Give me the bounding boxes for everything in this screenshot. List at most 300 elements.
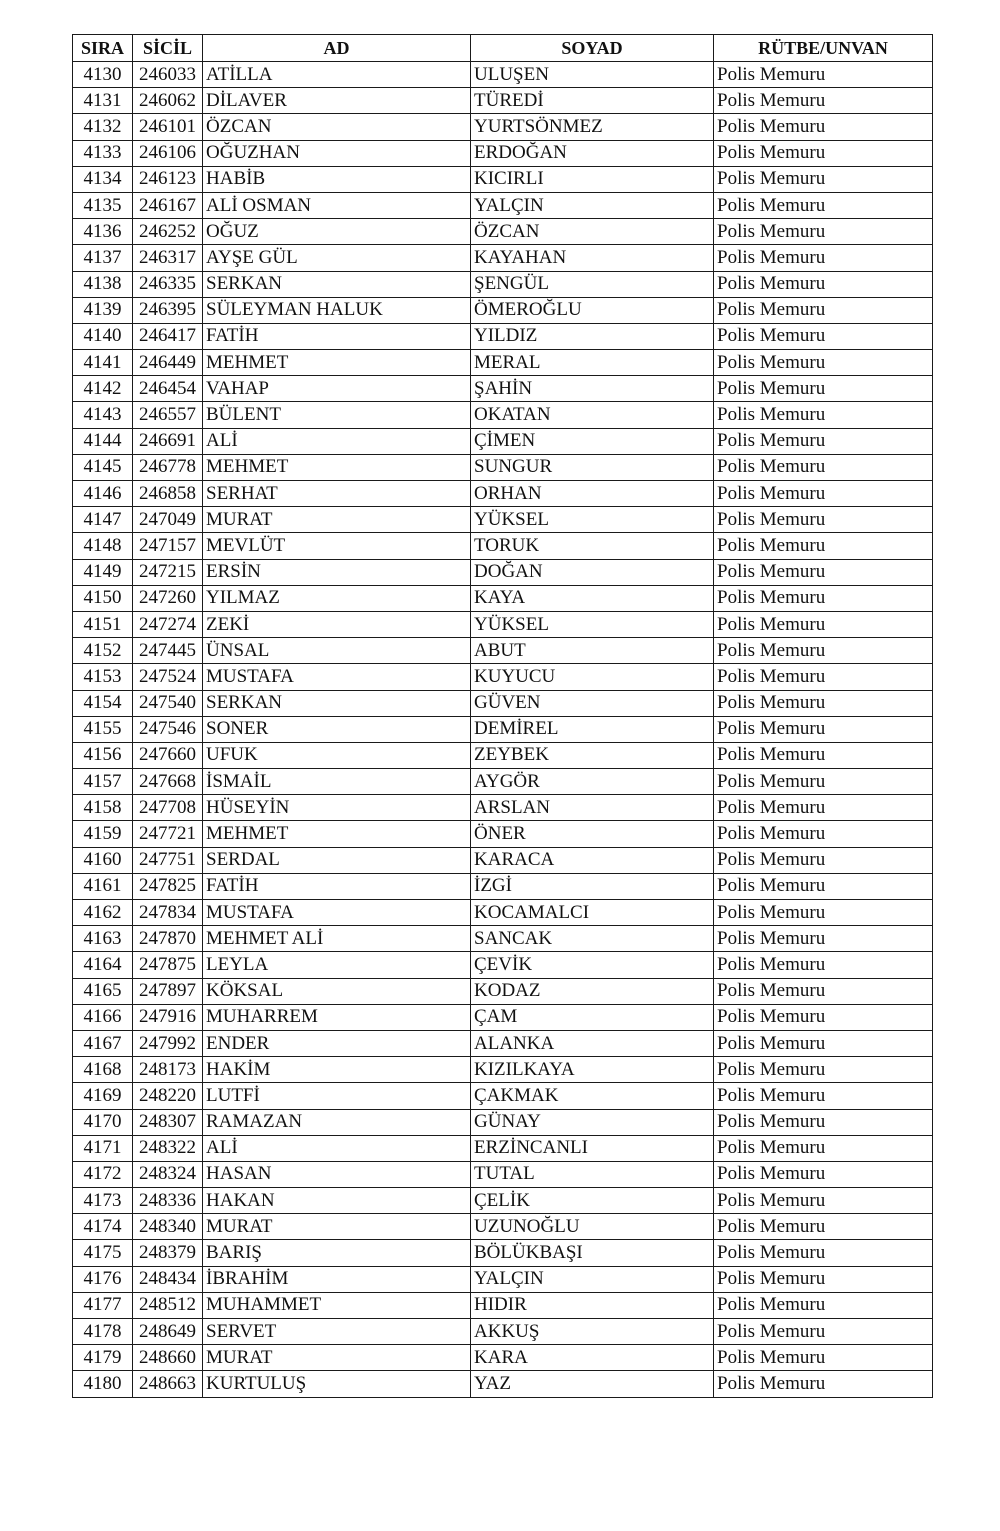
table-row [73,638,933,664]
cell-rutbe: Polis Memuru [714,1240,933,1266]
cell-rutbe: Polis Memuru [714,926,933,952]
cell-sicil: 247660 [133,742,203,768]
cell-sicil: 246691 [133,428,203,454]
table-row [73,271,933,297]
cell-soyad: ABUT [471,638,714,664]
cell-sicil: 248324 [133,1161,203,1187]
cell-sicil: 246167 [133,192,203,218]
cell-rutbe: Polis Memuru [714,742,933,768]
cell-sicil: 246395 [133,297,203,323]
cell-rutbe: Polis Memuru [714,402,933,428]
cell-rutbe: Polis Memuru [714,690,933,716]
cell-soyad: ÇAM [471,1004,714,1030]
header-soyad: SOYAD [471,35,714,62]
cell-soyad: ÖMEROĞLU [471,297,714,323]
cell-ad: YILMAZ [203,585,471,611]
cell-ad: HABİB [203,166,471,192]
table-row [73,140,933,166]
table-row [73,62,933,88]
cell-soyad: AYGÖR [471,769,714,795]
cell-ad: UFUK [203,742,471,768]
cell-ad: VAHAP [203,376,471,402]
cell-rutbe: Polis Memuru [714,140,933,166]
cell-sira: 4162 [73,900,133,926]
cell-ad: SÜLEYMAN HALUK [203,297,471,323]
cell-ad: MEHMET [203,350,471,376]
cell-soyad: HIDIR [471,1292,714,1318]
table-row [73,166,933,192]
cell-soyad: YALÇIN [471,192,714,218]
cell-sira: 4177 [73,1292,133,1318]
cell-sicil: 246449 [133,350,203,376]
cell-sicil: 248649 [133,1319,203,1345]
cell-rutbe: Polis Memuru [714,1161,933,1187]
cell-ad: İBRAHİM [203,1266,471,1292]
cell-ad: BÜLENT [203,402,471,428]
cell-sira: 4142 [73,376,133,402]
table-row [73,847,933,873]
cell-sira: 4156 [73,742,133,768]
cell-rutbe: Polis Memuru [714,1371,933,1397]
cell-rutbe: Polis Memuru [714,795,933,821]
cell-ad: ÖZCAN [203,114,471,140]
cell-ad: ALİ [203,1135,471,1161]
table-row [73,1057,933,1083]
cell-sicil: 247916 [133,1004,203,1030]
table-header [73,35,933,62]
cell-ad: ÜNSAL [203,638,471,664]
cell-sicil: 248220 [133,1083,203,1109]
cell-sicil: 246033 [133,62,203,88]
table-row [73,585,933,611]
cell-rutbe: Polis Memuru [714,716,933,742]
cell-soyad: DOĞAN [471,559,714,585]
cell-rutbe: Polis Memuru [714,585,933,611]
cell-rutbe: Polis Memuru [714,1030,933,1056]
table-row [73,559,933,585]
cell-soyad: KUYUCU [471,664,714,690]
table-row [73,873,933,899]
cell-sicil: 247825 [133,873,203,899]
cell-rutbe: Polis Memuru [714,664,933,690]
cell-ad: MEVLÜT [203,533,471,559]
cell-sira: 4130 [73,62,133,88]
cell-soyad: ŞENGÜL [471,271,714,297]
cell-sicil: 248173 [133,1057,203,1083]
cell-sicil: 246417 [133,323,203,349]
cell-sira: 4172 [73,1161,133,1187]
cell-sicil: 247540 [133,690,203,716]
cell-sira: 4179 [73,1345,133,1371]
cell-ad: ATİLLA [203,62,471,88]
cell-sicil: 247215 [133,559,203,585]
cell-sicil: 246123 [133,166,203,192]
table-row [73,795,933,821]
cell-rutbe: Polis Memuru [714,62,933,88]
cell-ad: SERKAN [203,271,471,297]
cell-soyad: SUNGUR [471,454,714,480]
cell-sira: 4160 [73,847,133,873]
cell-soyad: GÜNAY [471,1109,714,1135]
header-row [73,35,933,62]
cell-sicil: 247260 [133,585,203,611]
cell-soyad: KAYA [471,585,714,611]
cell-sira: 4161 [73,873,133,899]
cell-sicil: 247546 [133,716,203,742]
cell-sira: 4140 [73,323,133,349]
cell-rutbe: Polis Memuru [714,507,933,533]
cell-soyad: KICIRLI [471,166,714,192]
cell-sira: 4134 [73,166,133,192]
cell-sira: 4141 [73,350,133,376]
cell-rutbe: Polis Memuru [714,192,933,218]
table-row [73,1240,933,1266]
cell-ad: MUSTAFA [203,664,471,690]
cell-ad: FATİH [203,323,471,349]
cell-sicil: 247524 [133,664,203,690]
cell-ad: HAKAN [203,1188,471,1214]
cell-rutbe: Polis Memuru [714,297,933,323]
cell-ad: BARIŞ [203,1240,471,1266]
cell-ad: İSMAİL [203,769,471,795]
cell-soyad: KARA [471,1345,714,1371]
cell-soyad: YURTSÖNMEZ [471,114,714,140]
table-row [73,323,933,349]
cell-rutbe: Polis Memuru [714,900,933,926]
cell-sira: 4150 [73,585,133,611]
table-row [73,454,933,480]
cell-sicil: 246317 [133,245,203,271]
cell-rutbe: Polis Memuru [714,454,933,480]
cell-sicil: 248340 [133,1214,203,1240]
cell-sira: 4164 [73,952,133,978]
cell-ad: DİLAVER [203,88,471,114]
cell-sira: 4176 [73,1266,133,1292]
cell-sicil: 247708 [133,795,203,821]
cell-soyad: ÇİMEN [471,428,714,454]
cell-sicil: 246557 [133,402,203,428]
cell-soyad: KAYAHAN [471,245,714,271]
cell-sicil: 246335 [133,271,203,297]
table-row [73,690,933,716]
cell-soyad: BÖLÜKBAŞI [471,1240,714,1266]
table-row [73,219,933,245]
cell-soyad: TORUK [471,533,714,559]
table-row [73,114,933,140]
cell-sicil: 247274 [133,611,203,637]
table-row [73,900,933,926]
cell-sicil: 247445 [133,638,203,664]
cell-rutbe: Polis Memuru [714,821,933,847]
cell-soyad: UZUNOĞLU [471,1214,714,1240]
cell-ad: MURAT [203,1214,471,1240]
cell-rutbe: Polis Memuru [714,428,933,454]
cell-rutbe: Polis Memuru [714,245,933,271]
cell-soyad: SANCAK [471,926,714,952]
table-row [73,402,933,428]
cell-sira: 4170 [73,1109,133,1135]
cell-sira: 4132 [73,114,133,140]
cell-ad: LUTFİ [203,1083,471,1109]
cell-sira: 4155 [73,716,133,742]
cell-ad: SERVET [203,1319,471,1345]
table-row [73,742,933,768]
cell-sicil: 247875 [133,952,203,978]
cell-sicil: 246778 [133,454,203,480]
cell-sira: 4146 [73,481,133,507]
cell-sira: 4173 [73,1188,133,1214]
cell-ad: SERHAT [203,481,471,507]
cell-soyad: TÜREDİ [471,88,714,114]
cell-sira: 4167 [73,1030,133,1056]
cell-sira: 4169 [73,1083,133,1109]
cell-sicil: 247049 [133,507,203,533]
cell-rutbe: Polis Memuru [714,219,933,245]
cell-sicil: 246454 [133,376,203,402]
cell-sira: 4175 [73,1240,133,1266]
cell-ad: RAMAZAN [203,1109,471,1135]
cell-soyad: ULUŞEN [471,62,714,88]
cell-ad: HASAN [203,1161,471,1187]
cell-rutbe: Polis Memuru [714,114,933,140]
table-row [73,1109,933,1135]
cell-rutbe: Polis Memuru [714,323,933,349]
cell-sicil: 247721 [133,821,203,847]
cell-ad: SERKAN [203,690,471,716]
cell-sira: 4153 [73,664,133,690]
cell-sira: 4147 [73,507,133,533]
cell-soyad: TUTAL [471,1161,714,1187]
cell-ad: KÖKSAL [203,978,471,1004]
cell-rutbe: Polis Memuru [714,166,933,192]
table-row [73,664,933,690]
cell-sira: 4178 [73,1319,133,1345]
table-row [73,716,933,742]
table-row [73,978,933,1004]
cell-soyad: YAZ [471,1371,714,1397]
cell-sira: 4131 [73,88,133,114]
cell-sicil: 247992 [133,1030,203,1056]
cell-sicil: 248322 [133,1135,203,1161]
cell-sicil: 248307 [133,1109,203,1135]
cell-ad: LEYLA [203,952,471,978]
header-sira: SIRA [73,35,133,62]
table-row [73,507,933,533]
cell-rutbe: Polis Memuru [714,1004,933,1030]
table-body [73,62,933,1398]
table-row [73,88,933,114]
cell-ad: OĞUZ [203,219,471,245]
table-row [73,428,933,454]
cell-ad: MUSTAFA [203,900,471,926]
cell-soyad: KARACA [471,847,714,873]
table-row [73,376,933,402]
cell-ad: ERSİN [203,559,471,585]
cell-rutbe: Polis Memuru [714,611,933,637]
cell-ad: ALİ OSMAN [203,192,471,218]
cell-sira: 4174 [73,1214,133,1240]
cell-sira: 4163 [73,926,133,952]
cell-sicil: 248379 [133,1240,203,1266]
cell-ad: MEHMET [203,454,471,480]
cell-sicil: 247897 [133,978,203,1004]
cell-rutbe: Polis Memuru [714,769,933,795]
cell-ad: HAKİM [203,1057,471,1083]
cell-soyad: DEMİREL [471,716,714,742]
cell-sira: 4138 [73,271,133,297]
cell-sira: 4154 [73,690,133,716]
cell-soyad: KOCAMALCI [471,900,714,926]
cell-sira: 4135 [73,192,133,218]
cell-ad: ENDER [203,1030,471,1056]
cell-soyad: YALÇIN [471,1266,714,1292]
cell-sira: 4133 [73,140,133,166]
table-row [73,481,933,507]
cell-sira: 4165 [73,978,133,1004]
cell-soyad: ÇELİK [471,1188,714,1214]
cell-rutbe: Polis Memuru [714,1292,933,1318]
cell-rutbe: Polis Memuru [714,1319,933,1345]
cell-ad: MUHAMMET [203,1292,471,1318]
cell-rutbe: Polis Memuru [714,1083,933,1109]
cell-ad: FATİH [203,873,471,899]
cell-sira: 4158 [73,795,133,821]
cell-sicil: 248336 [133,1188,203,1214]
cell-rutbe: Polis Memuru [714,533,933,559]
cell-soyad: KIZILKAYA [471,1057,714,1083]
cell-soyad: ARSLAN [471,795,714,821]
cell-sicil: 247668 [133,769,203,795]
table-row [73,952,933,978]
cell-sira: 4143 [73,402,133,428]
cell-rutbe: Polis Memuru [714,873,933,899]
table-row [73,1135,933,1161]
cell-sira: 4151 [73,611,133,637]
cell-soyad: KODAZ [471,978,714,1004]
table-row [73,1161,933,1187]
cell-soyad: ERZİNCANLI [471,1135,714,1161]
cell-soyad: ORHAN [471,481,714,507]
cell-rutbe: Polis Memuru [714,88,933,114]
cell-rutbe: Polis Memuru [714,1345,933,1371]
table-row [73,1266,933,1292]
cell-sicil: 246252 [133,219,203,245]
cell-soyad: OKATAN [471,402,714,428]
cell-ad: SERDAL [203,847,471,873]
personnel-table [72,34,933,1398]
cell-soyad: ÇAKMAK [471,1083,714,1109]
cell-sicil: 246858 [133,481,203,507]
cell-sira: 4139 [73,297,133,323]
cell-soyad: YÜKSEL [471,611,714,637]
cell-rutbe: Polis Memuru [714,952,933,978]
cell-sira: 4157 [73,769,133,795]
cell-sira: 4180 [73,1371,133,1397]
cell-rutbe: Polis Memuru [714,559,933,585]
cell-ad: OĞUZHAN [203,140,471,166]
cell-sira: 4152 [73,638,133,664]
cell-ad: ALİ [203,428,471,454]
cell-rutbe: Polis Memuru [714,350,933,376]
cell-soyad: AKKUŞ [471,1319,714,1345]
cell-ad: MUHARREM [203,1004,471,1030]
cell-rutbe: Polis Memuru [714,1188,933,1214]
cell-rutbe: Polis Memuru [714,481,933,507]
cell-sira: 4136 [73,219,133,245]
cell-ad: MEHMET [203,821,471,847]
cell-soyad: MERAL [471,350,714,376]
cell-sira: 4149 [73,559,133,585]
table-row [73,192,933,218]
cell-rutbe: Polis Memuru [714,847,933,873]
table-row [73,350,933,376]
cell-sira: 4166 [73,1004,133,1030]
table-row [73,821,933,847]
table-row [73,926,933,952]
cell-rutbe: Polis Memuru [714,1266,933,1292]
table-row [73,297,933,323]
header-sicil: SİCİL [133,35,203,62]
cell-sicil: 248512 [133,1292,203,1318]
table-row [73,1319,933,1345]
cell-sira: 4145 [73,454,133,480]
cell-ad: MURAT [203,1345,471,1371]
cell-sicil: 248660 [133,1345,203,1371]
cell-rutbe: Polis Memuru [714,1135,933,1161]
cell-ad: MURAT [203,507,471,533]
cell-rutbe: Polis Memuru [714,1214,933,1240]
table-row [73,1030,933,1056]
cell-ad: HÜSEYİN [203,795,471,821]
cell-sira: 4148 [73,533,133,559]
cell-rutbe: Polis Memuru [714,376,933,402]
cell-soyad: ŞAHİN [471,376,714,402]
table-row [73,1004,933,1030]
cell-soyad: İZGİ [471,873,714,899]
cell-sicil: 247157 [133,533,203,559]
cell-sicil: 248434 [133,1266,203,1292]
header-rutbe: RÜTBE/UNVAN [714,35,933,62]
cell-rutbe: Polis Memuru [714,638,933,664]
table-row [73,1345,933,1371]
cell-rutbe: Polis Memuru [714,271,933,297]
cell-soyad: YILDIZ [471,323,714,349]
header-ad: AD [203,35,471,62]
table-row [73,769,933,795]
table-row [73,1214,933,1240]
table-row [73,1188,933,1214]
cell-sira: 4137 [73,245,133,271]
cell-sira: 4171 [73,1135,133,1161]
cell-soyad: ÖZCAN [471,219,714,245]
cell-rutbe: Polis Memuru [714,1057,933,1083]
table-row [73,1371,933,1397]
cell-sicil: 246106 [133,140,203,166]
cell-ad: KURTULUŞ [203,1371,471,1397]
cell-soyad: ZEYBEK [471,742,714,768]
cell-sicil: 248663 [133,1371,203,1397]
table-row [73,245,933,271]
cell-ad: ZEKİ [203,611,471,637]
cell-rutbe: Polis Memuru [714,1109,933,1135]
cell-soyad: ÇEVİK [471,952,714,978]
cell-soyad: YÜKSEL [471,507,714,533]
cell-soyad: GÜVEN [471,690,714,716]
cell-sira: 4144 [73,428,133,454]
cell-soyad: ÖNER [471,821,714,847]
cell-sicil: 247834 [133,900,203,926]
cell-sicil: 247751 [133,847,203,873]
